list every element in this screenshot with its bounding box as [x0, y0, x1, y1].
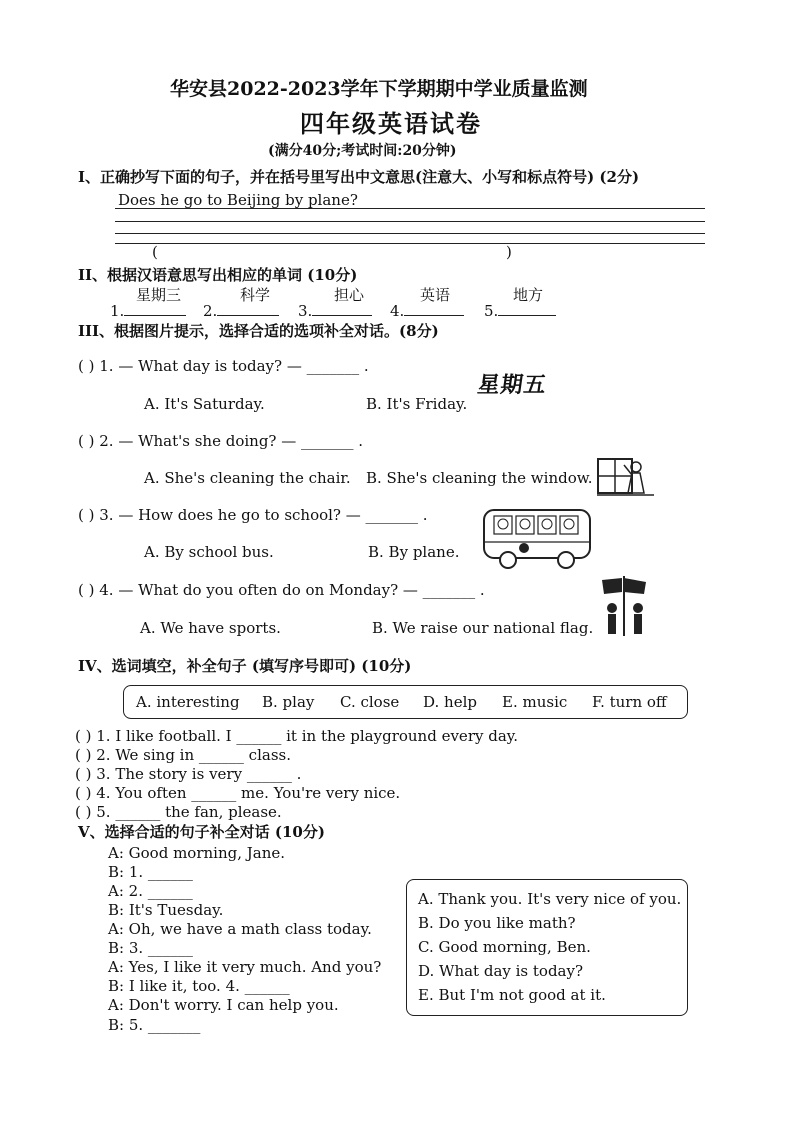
section1-heading: I、正确抄写下面的句子，并在括号里写出中文意思(注意大、小写和标点符号) (2分) [78, 168, 640, 186]
section5-heading: V、选择合适的句子补全对话 (10分) [78, 823, 325, 841]
word-bank-b: B. play [262, 693, 315, 711]
section2-heading: II、根据汉语意思写出相应的单词 (10分) [78, 266, 358, 284]
dialogue-line-9: A: Don't worry. I can help you. [108, 996, 339, 1014]
school-bus-picture [478, 502, 596, 572]
s3-question-3[interactable]: ( ) 3. — How does he go to school? — _______ . [78, 506, 428, 524]
word-bank-f: F. turn off [592, 693, 667, 711]
word-cn-3: 担心 [334, 286, 365, 304]
word-bank-e: E. music [502, 693, 568, 711]
s3-option-4b[interactable]: B. We raise our national flag. [372, 619, 594, 637]
s3-question-2[interactable]: ( ) 2. — What's she doing? — _______ . [78, 432, 364, 450]
answer-num-1: 1. [110, 302, 125, 320]
dialogue-line-4: B: It's Tuesday. [108, 901, 224, 919]
exam-subtitle: 四年级英语试卷 [300, 109, 482, 138]
answer-num-4: 4. [390, 302, 405, 320]
dialogue-line-6[interactable]: B: 3. ______ [108, 939, 193, 957]
answer-num-2: 2. [203, 302, 218, 320]
answer-slot-4[interactable] [390, 302, 464, 320]
word-bank-d: D. help [423, 693, 477, 711]
copy-line-1[interactable] [115, 208, 705, 209]
dialogue-option-d: D. What day is today? [418, 962, 584, 980]
dialogue-line-3[interactable]: A: 2. ______ [108, 882, 193, 900]
dialogue-line-2[interactable]: B: 1. ______ [108, 863, 193, 881]
dialogue-line-1: A: Good morning, Jane. [108, 844, 286, 862]
dialogue-option-a: A. Thank you. It's very nice of you. [418, 890, 682, 908]
section3-heading: III、根据图片提示，选择合适的选项补全对话。(8分) [78, 322, 439, 340]
s3-option-1b[interactable]: B. It's Friday. [366, 395, 468, 413]
friday-picture: 星期五 [475, 372, 549, 398]
s4-item-4[interactable]: ( ) 4. You often ______ me. You're very nice. [75, 784, 401, 802]
s3-option-1a[interactable]: A. It's Saturday. [144, 395, 265, 413]
paren-open: ( [152, 243, 158, 261]
word-cn-1: 星期三 [136, 286, 182, 304]
s4-item-2[interactable]: ( ) 2. We sing in ______ class. [75, 746, 291, 764]
answer-num-3: 3. [298, 302, 313, 320]
s3-question-1[interactable]: ( ) 1. — What day is today? — _______ . [78, 357, 369, 375]
exam-title: 华安县2022-2023学年下学期期中学业质量监测 [170, 78, 588, 100]
dialogue-option-c: C. Good morning, Ben. [418, 938, 591, 956]
word-bank-c: C. close [340, 693, 400, 711]
dialogue-option-b: B. Do you like math? [418, 914, 576, 932]
exam-info: (满分40分;考试时间:20分钟) [268, 143, 457, 159]
s3-option-2b[interactable]: B. She's cleaning the window. [366, 469, 593, 487]
s3-option-4a[interactable]: A. We have sports. [140, 619, 281, 637]
answer-slot-2[interactable] [203, 302, 279, 320]
s4-item-1[interactable]: ( ) 1. I like football. I ______ it in the playground every day. [75, 727, 519, 745]
dialogue-line-5: A: Oh, we have a math class today. [108, 920, 372, 938]
word-cn-5: 地方 [513, 286, 544, 304]
s3-question-4[interactable]: ( ) 4. — What do you often do on Monday? — _______ . [78, 581, 485, 599]
word-cn-4: 英语 [420, 286, 451, 304]
flag-raising-picture [598, 574, 652, 638]
dialogue-line-10[interactable]: B: 5. _______ [108, 1016, 201, 1034]
s3-option-3b[interactable]: B. By plane. [368, 543, 460, 561]
word-bank-a: A. interesting [136, 693, 240, 711]
word-cn-2: 科学 [240, 286, 271, 304]
answer-num-5: 5. [484, 302, 499, 320]
s3-option-2a[interactable]: A. She's cleaning the chair. [144, 469, 351, 487]
section1-sentence: Does he go to Beijing by plane? [118, 191, 358, 209]
section4-heading: IV、选词填空，补全句子 (填写序号即可) (10分) [78, 657, 412, 675]
s3-option-3a[interactable]: A. By school bus. [144, 543, 274, 561]
s4-item-5[interactable]: ( ) 5. ______ the fan, please. [75, 803, 282, 821]
cleaning-window-picture [596, 455, 656, 497]
answer-slot-3[interactable] [298, 302, 372, 320]
copy-line-2[interactable] [115, 221, 705, 222]
s4-item-3[interactable]: ( ) 3. The story is very ______ . [75, 765, 302, 783]
copy-line-3[interactable] [115, 233, 705, 234]
dialogue-line-8[interactable]: B: I like it, too. 4. ______ [108, 977, 290, 995]
copy-line-4[interactable] [115, 243, 705, 244]
dialogue-option-e: E. But I'm not good at it. [418, 986, 606, 1004]
dialogue-line-7: A: Yes, I like it very much. And you? [108, 958, 382, 976]
answer-slot-5[interactable] [484, 302, 556, 320]
paren-close: ) [506, 243, 512, 261]
answer-slot-1[interactable] [110, 302, 186, 320]
